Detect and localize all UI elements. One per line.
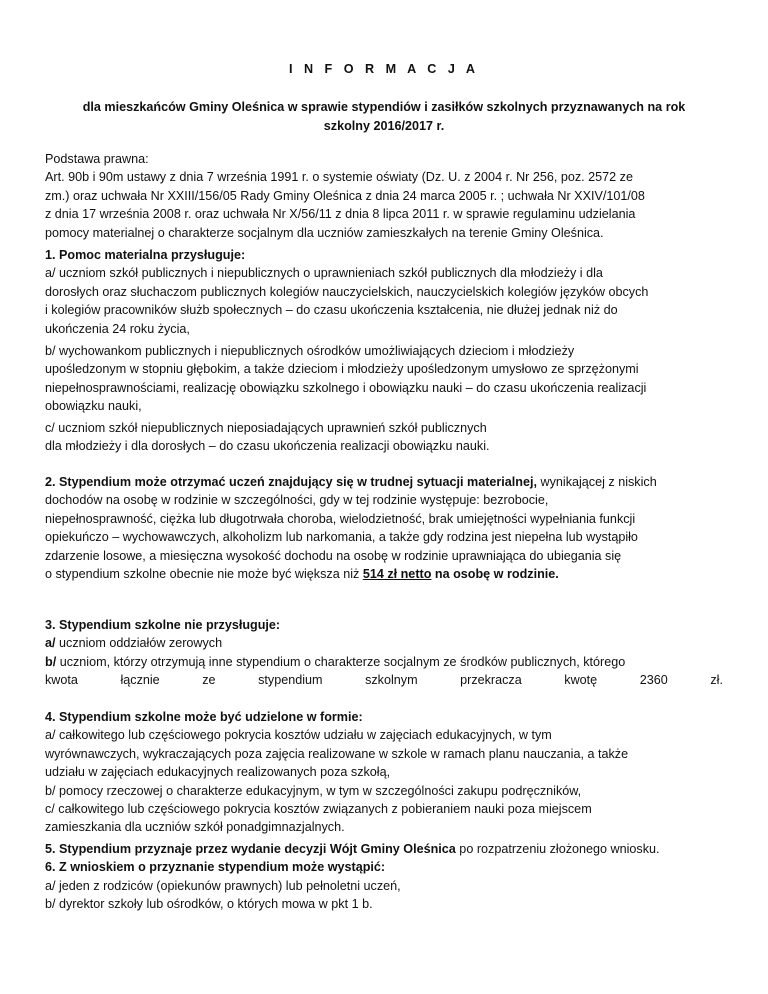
- section-6-line: a/ jeden z rodziców (opiekunów prawnych) lub pełnoletni uczeń,: [45, 878, 401, 893]
- section-3: [45, 616, 723, 690]
- section-5-bold: 5. Stypendium przyznaje przez wydanie decyzji Wójt Gminy Oleśnica: [45, 842, 456, 856]
- section-1-b-line: upośledzonym w stopniu głębokim, a także dzieciom i młodzieży upośledzonym umysłowo ze sprzężonymi: [45, 362, 639, 377]
- justified-word: stypendium: [258, 673, 323, 688]
- section-4-heading: 4. Stypendium szkolne może być udzielone w formie:: [45, 710, 363, 724]
- section-2-last-line: [45, 565, 723, 583]
- subtitle-line: szkolny 2016/2017 r.: [323, 119, 445, 133]
- section-2-first-rest: wynikającej z niskich: [537, 475, 657, 489]
- section-1-c-line: dla młodzieży i dla dorosłych – do czasu ukończenia realizacji obowiązku nauki.: [45, 439, 490, 454]
- justified-word: zł.: [710, 673, 723, 688]
- section-1-a-line: dorosłych oraz słuchaczom publicznych kolegiów nauczycielskich, nauczycielskich kolegiów języków obcych: [45, 284, 649, 299]
- section-3-b-marker: b/: [45, 654, 57, 669]
- section-1-b-line: obowiązku nauki,: [45, 399, 142, 414]
- section-2-line: zdarzenie losowe, a miesięczna wysokość dochodu na osobę w rodzinie uprawniająca do ubiegania się: [45, 548, 622, 563]
- section-5-rest: po rozpatrzeniu złożonego wniosku.: [455, 842, 660, 856]
- section-3-a-text: uczniom oddziałów zerowych: [55, 636, 223, 651]
- income-threshold-amount: 514 zł netto: [362, 567, 432, 582]
- subtitle-line: dla mieszkańców Gminy Oleśnica w sprawie stypendiów i zasiłków szkolnych przyznawanych na rok: [82, 100, 686, 114]
- legal-basis-line: pomocy materialnej o charakterze socjalnym dla uczniów zamieszkałych na terenie Gminy Oleśnica.: [45, 225, 604, 240]
- justified-word: kwotę: [564, 673, 598, 688]
- document-subtitle: [60, 98, 708, 136]
- section-2-line: niepełnosprawność, ciężka lub długotrwała choroba, wielodzietność, brak umiejętności wypełniania funkcji: [45, 511, 636, 526]
- section-6-heading: 6. Z wnioskiem o przyznanie stypendium może wystąpić:: [45, 860, 386, 875]
- document-title: I N F O R M A C J A: [288, 62, 480, 76]
- section-1-b: [45, 342, 723, 416]
- section-1-b-line: niepełnosprawnościami, realizację obowiązku szkolnego i obowiązku nauki – do czasu ukończenia realizacji: [45, 380, 647, 395]
- section-1-a-line: i kolegiów pracowników służb społecznych – do czasu ukończenia kształcenia, nie dłużej jednak niż do: [45, 303, 618, 318]
- section-3-a: [45, 634, 723, 652]
- justified-word: kwota: [45, 673, 78, 688]
- section-3-b-text: uczniom, którzy otrzymują inne stypendium o charakterze socjalnym ze środków publicznych, którego: [56, 654, 626, 669]
- justified-word: przekracza: [460, 673, 522, 688]
- section-3-heading: 3. Stypendium szkolne nie przysługuje:: [45, 618, 281, 632]
- section-1-heading: 1. Pomoc materialna przysługuje:: [45, 248, 246, 262]
- section-2-first-line: [45, 473, 723, 491]
- section-6-line: b/ dyrektor szkoły lub ośrodków, o których mowa w pkt 1 b.: [45, 897, 373, 912]
- section-3-a-marker: a/: [45, 636, 56, 651]
- justified-word: 2360: [639, 673, 668, 688]
- section-1-c-line: c/ uczniom szkół niepublicznych nieposiadających uprawnień szkół publicznych: [45, 421, 487, 435]
- section-3-b: [45, 653, 723, 671]
- section-4-line: b/ pomocy rzeczowej o charakterze edukacyjnym, w tym w szczególności zakupu podręczników,: [45, 783, 582, 798]
- section-2-line: opiekuńczo – wychowawczych, alkoholizm lub narkomania, a także gdy rodzina jest niepełna lub wystąpiło: [45, 530, 638, 545]
- section-4-line: zamieszkania dla uczniów szkół ponadgimnazjalnych.: [45, 820, 345, 835]
- legal-basis-line: z dnia 17 września 2008 r. oraz uchwała Nr X/56/11 z dnia 8 lipca 2011 r. w sprawie regulaminu udzielania: [45, 207, 636, 222]
- justified-word: ze: [202, 673, 216, 688]
- section-4: [45, 708, 723, 837]
- section-5-6: [45, 840, 723, 914]
- section-4-line: udziału w zajęciach edukacyjnych realizowanych poza szkołą,: [45, 765, 391, 780]
- legal-basis-heading: Podstawa prawna:: [45, 152, 149, 166]
- justified-word: szkolnym: [365, 673, 418, 688]
- section-1-c: [45, 419, 723, 456]
- section-4-line: c/ całkowitego lub częściowego pokrycia kosztów związanych z pobieraniem nauki poza miejscem: [45, 802, 592, 817]
- section-1: [45, 246, 723, 338]
- section-1-b-line: b/ wychowankom publicznych i niepublicznych ośrodków umożliwiających dzieciom i młodzieży: [45, 344, 575, 358]
- section-2: [45, 473, 723, 583]
- legal-basis-line: zm.) oraz uchwała Nr XXIII/156/05 Rady Gminy Oleśnica z dnia 24 marca 2005 r. ; uchwała Nr XXIV/101/08: [45, 188, 645, 203]
- section-5: [45, 840, 723, 858]
- section-4-line: a/ całkowitego lub częściowego pokrycia kosztów udziału w zajęciach edukacyjnych, w tym: [45, 728, 552, 743]
- section-3-b-justified-line: [45, 671, 723, 689]
- justified-word: łącznie: [120, 673, 160, 688]
- section-2-last-prefix: o stypendium szkolne obecnie nie może być większa niż: [45, 567, 363, 582]
- section-4-line: wyrównawczych, wykraczających poza zajęcia realizowane w szkole w ramach planu nauczania, a także: [45, 746, 629, 761]
- section-2-heading: 2. Stypendium może otrzymać uczeń znajdujący się w trudnej sytuacji materialnej,: [45, 475, 538, 489]
- section-2-line: dochodów na osobę w rodzinie w szczególności, gdy w tej rodzinie występuje: bezrobocie,: [45, 493, 549, 508]
- legal-basis-line: Art. 90b i 90m ustawy z dnia 7 września 1991 r. o systemie oświaty (Dz. U. z 2004 r. Nr 256, poz. 2572 ze: [45, 170, 633, 185]
- section-2-last-suffix: na osobę w rodzinie.: [431, 567, 559, 582]
- legal-basis: [45, 150, 723, 242]
- section-1-a-line: ukończenia 24 roku życia,: [45, 321, 190, 336]
- section-1-a-line: a/ uczniom szkół publicznych i niepublicznych o uprawnieniach szkół publicznych dla młodzieży i dla: [45, 266, 603, 281]
